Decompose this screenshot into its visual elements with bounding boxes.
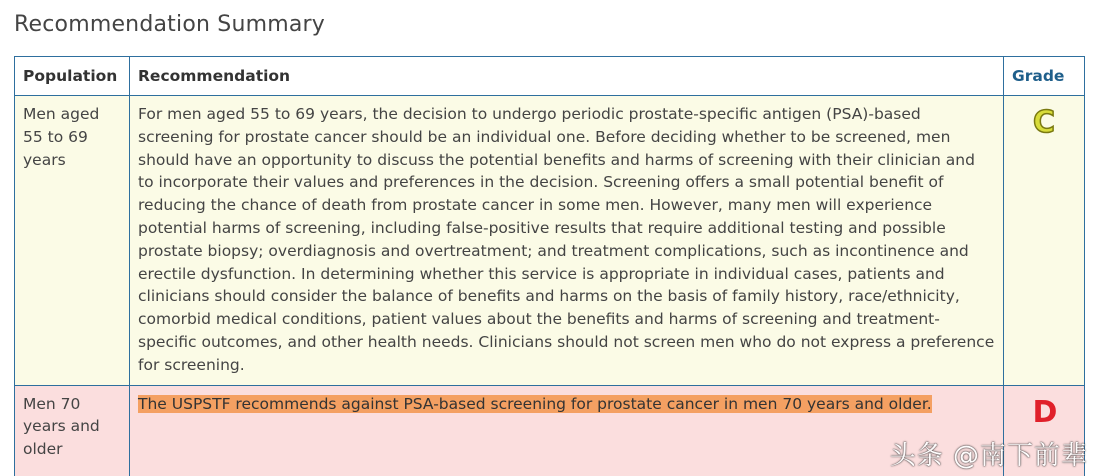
header-grade[interactable]: Grade (1004, 57, 1085, 96)
grade-cell (1004, 96, 1085, 386)
recommendation-cell (130, 385, 1004, 476)
highlighted-text: The USPSTF recommends against PSA-based screening for prostate cancer in men 70 years and older. (138, 394, 932, 413)
watermark: 头条 @南下前辈 (889, 441, 1088, 471)
recommendation-cell: For men aged 55 to 69 years, the decision to undergo periodic prostate-specific antigen (PSA)-based screening for prostate cancer should be an individual one. Before deciding whether to be screened, men should have an opportunity to discuss the potential benefits and harms of screening with their clinician and to incorporate their values and preferences in the decision. Screening offers a small potential benefit of reducing the chance of death from prostate cancer in some men. However, many men will experience potential harms of screening, including false-positive results that require additional testing and possible prostate biopsy; overdiagnosis and overtreatment; and treatment complications, such as incontinence and erectile dysfunction. In determining whether this service is appropriate in individual cases, patients and clinicians should consider the balance of benefits and harms on the basis of family history, race/ethnicity, comorbid medical conditions, patient values about the benefits and harms of screening and treatment-specific outcomes, and other health needs. Clinicians should not screen men who do not express a preference for screening. (130, 96, 1004, 386)
grade-d-icon: D (1032, 394, 1058, 430)
header-population: Population (15, 57, 130, 96)
page-title: Recommendation Summary (14, 12, 326, 37)
recommendation-table (14, 56, 1085, 476)
table-header-row (15, 57, 1085, 96)
population-cell: Men aged 55 to 69 years (15, 96, 130, 386)
table-row (15, 96, 1085, 386)
population-cell: Men 70 years and older (15, 385, 130, 476)
header-recommendation: Recommendation (130, 57, 1004, 96)
grade-c-icon: C (1032, 105, 1056, 140)
